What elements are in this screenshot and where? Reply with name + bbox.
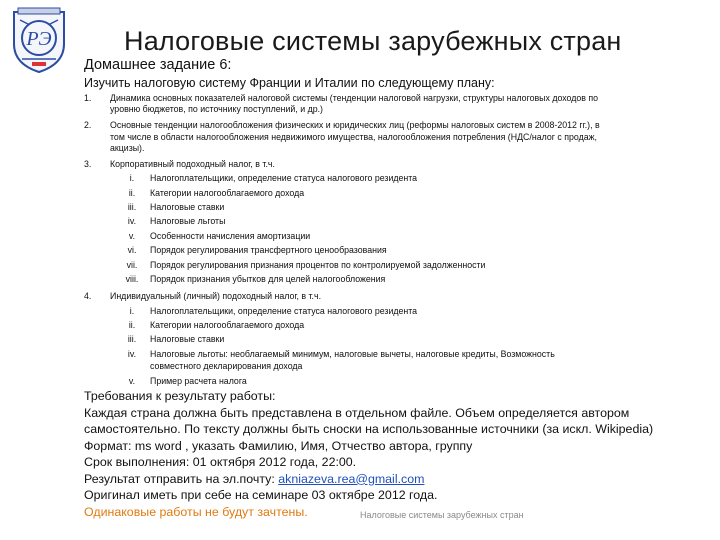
- homework-heading: Домашнее задание 6:: [84, 57, 232, 73]
- requirements-heading: Требования к результату работы:: [84, 389, 276, 404]
- sub-item-text: Налогоплательщики, определение статуса налогового резидента: [150, 173, 418, 184]
- sub-item: [110, 304, 720, 318]
- original-line: Оригинал иметь при себе на семинаре 03 октябре 2012 года.: [84, 488, 438, 503]
- sub-item-number: ii.: [128, 187, 136, 198]
- sub-item: [110, 272, 720, 286]
- sub-item-number: ii.: [128, 320, 136, 331]
- plan-item-text: Основные тенденции налогообложения физических и юридических лиц (реформы налоговых систем в 2008-2012 гг.), в том числе в области налогообложения недвижимого имущества, налогообложения потребления (НДС/налог с продаж, акцизы).: [110, 120, 600, 153]
- sub-item-text: Порядок регулирования трансфертного ценообразования: [150, 245, 387, 256]
- plan-item-number: 2.: [84, 120, 92, 131]
- plan-item-number: 3.: [84, 159, 92, 170]
- sub-item-number: v.: [128, 230, 136, 241]
- sub-item-text: Налоговые льготы: [150, 216, 226, 227]
- svg-text:РЭ: РЭ: [26, 28, 52, 50]
- sub-item-text: Категории налогооблагаемого дохода: [150, 187, 305, 198]
- plan-item-text: Динамика основных показателей налоговой системы (тенденции налоговой нагрузки, структуры налоговых доходов по уровню бюджетов, по источнику поступлений, и др.): [110, 93, 599, 115]
- task-line: Изучить налоговую систему Франции и Италии по следующему плану:: [84, 76, 495, 90]
- send-line: [84, 471, 720, 488]
- sub-item: [110, 348, 720, 372]
- plan-item-text: Корпоративный подоходный налог, в т.ч.: [110, 159, 275, 170]
- slide-title: Налоговые системы зарубежных стран: [124, 26, 622, 56]
- sub-list: [110, 171, 720, 286]
- sub-item-number: viii.: [125, 274, 139, 285]
- sub-item: [110, 332, 720, 346]
- sub-item-number: i.: [129, 173, 135, 184]
- slide-content: [84, 57, 720, 520]
- plan-item: [84, 291, 720, 388]
- deadline-line: Срок выполнения: 01 октября 2012 года, 22:00.: [84, 455, 357, 470]
- sub-item: [110, 200, 720, 214]
- sub-item: [110, 214, 720, 228]
- university-crest-logo: [8, 4, 70, 74]
- sub-item: [110, 171, 720, 185]
- sub-item-number: vii.: [126, 259, 138, 270]
- sub-item-text: Налогоплательщики, определение статуса налогового резидента: [150, 305, 418, 316]
- sub-item: [110, 243, 720, 257]
- sub-item: [110, 374, 720, 388]
- sub-item-text: Категории налогооблагаемого дохода: [150, 320, 305, 331]
- sub-item-number: iii.: [127, 334, 137, 345]
- sub-item: [110, 318, 720, 332]
- sub-item-text: Пример расчета налога: [150, 375, 247, 386]
- sub-item: [110, 186, 720, 200]
- requirements-line: Каждая страна должна быть представлена в отдельном файле. Объем определяется автором: [84, 405, 630, 420]
- sub-item: [110, 258, 720, 272]
- sub-item-text: Налоговые ставки: [150, 202, 225, 213]
- sub-item: [110, 229, 720, 243]
- plan-item: [84, 120, 720, 154]
- sub-item-number: v.: [128, 375, 136, 386]
- send-prefix: Результат отправить на эл.почту:: [84, 471, 279, 486]
- sub-item-number: iv.: [127, 348, 137, 359]
- sub-item-text: Налоговые ставки: [150, 334, 225, 345]
- plan-item-number: 4.: [84, 291, 92, 302]
- plan-item-number: 1.: [84, 93, 92, 103]
- sub-item-number: iii.: [127, 202, 137, 213]
- sub-item-text: Порядок регулирования признания процентов по контролируемой задолженности: [150, 259, 486, 270]
- slide-footer: Налоговые системы зарубежных стран: [360, 510, 524, 520]
- plan-list: [84, 93, 720, 388]
- plan-item: [84, 93, 720, 115]
- sub-list: [110, 304, 720, 389]
- sub-item-text: Порядок признания убытков для целей налогообложения: [150, 274, 386, 285]
- requirements-line: самостоятельно. По тексту должны быть сноски на использованные источники (за искл. Wikipedia): [84, 422, 654, 437]
- format-line: Формат: ms word , указать Фамилию, Имя, Отчество автора, группу: [84, 438, 473, 453]
- warning-line: Одинаковые работы не будут зачтены.: [84, 504, 308, 519]
- plan-item: [84, 159, 720, 286]
- sub-item-text: Налоговые льготы: необлагаемый минимум, налоговые вычеты, налоговые кредиты, Возможность совместного декларирования дохода: [150, 348, 555, 371]
- sub-item-number: i.: [129, 305, 135, 316]
- sub-item-number: iv.: [127, 216, 137, 227]
- requirements-block: [84, 388, 720, 520]
- sub-item-text: Особенности начисления амортизации: [150, 230, 311, 241]
- email-link[interactable]: akniazeva.rea@gmail.com: [278, 471, 425, 486]
- plan-item-text: Индивидуальный (личный) подоходный налог, в т.ч.: [110, 291, 322, 302]
- sub-item-number: vi.: [127, 245, 137, 256]
